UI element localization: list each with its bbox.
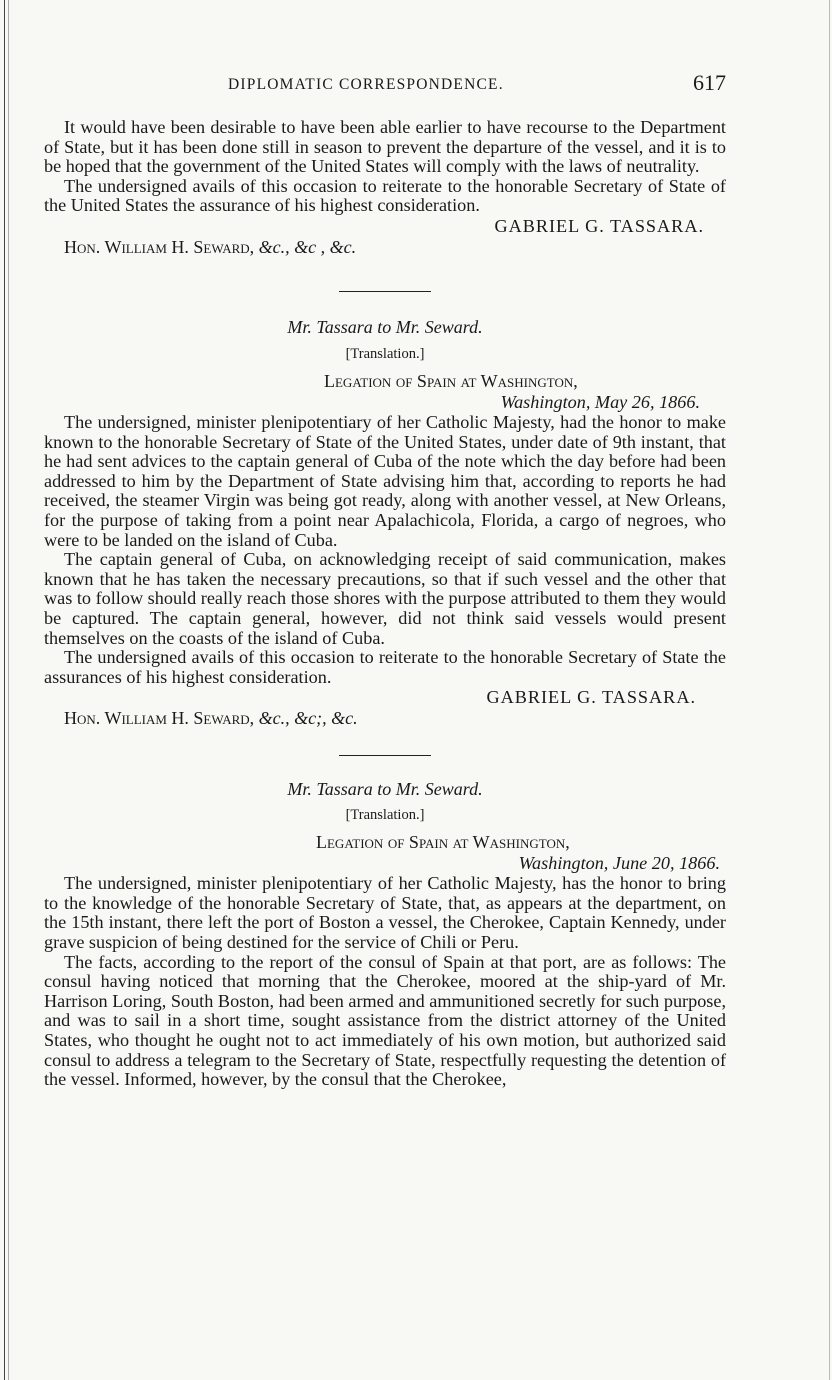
body-paragraph: The undersigned avails of this occasion to reiterate to the honorable Secretary of State the assurances of his highest consideration. [44, 647, 726, 687]
body-paragraph: The facts, according to the report of the consul of Spain at that port, are as follows: The consul having noticed that morning that the Cherokee, moored at the ship-yard of Mr. Harrison Loring, South Boston, had been armed and ammunitioned secretly for such purpose, and was to sail in a short time, sought assistance from the district attorney of the United States, who thought he ought not to act immediately of his own motion, but authorized said consul to address a telegram to the Secretary of State, respectfully requesting the detention of the vessel. Informed, however, by the consul that the Cherokee, [44, 951, 726, 1090]
body-paragraph: The undersigned avails of this occasion to reiterate to the honorable Secretary of State of the United States the assurance of his highest consideration. [44, 175, 726, 216]
body-paragraph: The undersigned, minister plenipotentiary of her Catholic Majesty, has the honor to bring to the knowledge of the honorable Secretary of State, that, as appears at the department, on the 15th instant, there left the port of Boston a vessel, the Cherokee, Captain Kennedy, under grave suspicion of being destined for the service of Chili or Peru. [44, 873, 726, 953]
letter-heading: Mr. Tassara to Mr. Seward. [287, 316, 483, 337]
signature: GABRIEL G. TASSARA. [494, 215, 704, 236]
addressee-line [64, 707, 726, 729]
addressee-name: Hon. William H. Seward, [64, 708, 255, 729]
letter-heading: Mr. Tassara to Mr. Seward. [287, 779, 483, 800]
page-edge-line [8, 0, 9, 1380]
dateline [44, 392, 700, 413]
page-edge-line [829, 0, 830, 1380]
translation-note: [Translation.] [345, 807, 425, 824]
addressee-line [64, 236, 726, 258]
addressee-etc: &c., &c , &c. [258, 236, 357, 257]
signature: GABRIEL G. TASSARA. [486, 687, 696, 708]
dateline-date: May 26, 1866. [594, 391, 700, 412]
dateline-place: Washington, [518, 853, 609, 874]
body-paragraph: The undersigned, minister plenipotentiary of her Catholic Majesty, had the honor to make known to the honorable Secretary of State of the United States, under date of 9th instant, that he had sent advices to the captain general of Cuba of the note which the day before had been addressed to him by the Department of State advising him that, according to reports he had received, the steamer Virgin was being got ready, along with another vessel, at New Orleans, for the purpose of taking from a point near Apalachicola, Florida, a cargo of negroes, who were to be landed on the island of Cuba. [44, 411, 726, 550]
running-head: DIPLOMATIC CORRESPONDENCE. [228, 76, 504, 93]
page-number: 617 [693, 70, 726, 95]
legation-line: Legation of Spain at Washington, [324, 370, 578, 391]
legation-line: Legation of Spain at Washington, [316, 832, 570, 853]
dateline-date: June 20, 1866. [612, 853, 720, 874]
addressee-name: Hon. William H. Seward, [64, 236, 255, 257]
page-edge-line [4, 0, 5, 1380]
body-paragraph: The captain general of Cuba, on acknowledging receipt of said communication, makes known that he has taken the necessary precautions, so that if such vessel and the other that was to follow should really reach those shores with the purpose attributed to them they would be captured. The captain general, however, did not think said vessels would present themselves on the coasts of the island of Cuba. [44, 549, 726, 648]
dateline-place: Washington, [500, 391, 591, 412]
dateline [44, 853, 720, 874]
body-paragraph: It would have been desirable to have been able earlier to have recourse to the Department of State, but it has been done still in season to prevent the departure of the vessel, and it is to be hoped that the government of the United States will comply with the laws of neutrality. [44, 117, 726, 177]
translation-note: [Translation.] [345, 345, 425, 362]
page-header [44, 70, 726, 104]
page-body [44, 118, 726, 1090]
addressee-etc: &c., &c;, &c. [258, 708, 358, 729]
